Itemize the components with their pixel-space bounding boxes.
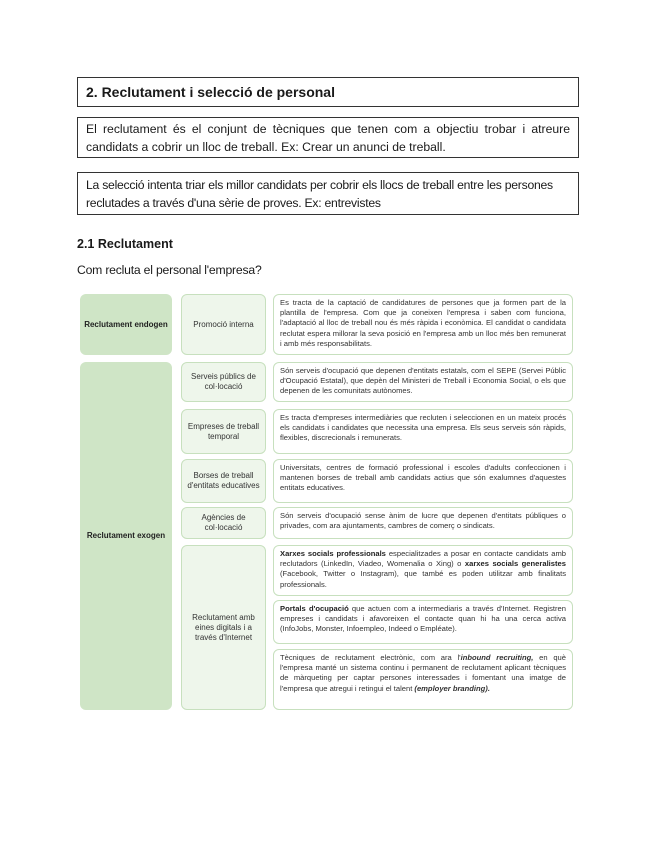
description-xarxes-text-2: (Facebook, Twitter o Instagram), que també es poden utilitzar amb finalitats professionals. — [280, 569, 566, 589]
term-xarxes-generalistes: xarxes socials generalistes — [464, 559, 566, 569]
description-xarxes — [273, 545, 573, 596]
description-tecniques-text-1: Tècniques de reclutament electrònic, com ara l' — [280, 653, 461, 662]
subcategory-serveis: Serveis públics de col·locació — [181, 362, 266, 402]
description-serveis: Són serveis d'ocupació que depenen d'entitats estatals, com el SEPE (Servei Públic d'Ocupació Estatal), que depèn del Ministeri de Treball i Economia Social, o els que depenen de les comunitats autònomes. — [273, 362, 573, 402]
description-tecniques-text-2: en què l'empresa manté un sistema continu i permanent de reclutament aplicant tècniques de màrqueting per captar persones interessades i fomentant una imatge de l'empresa que atregui i retingui el talent — [280, 653, 566, 693]
term-xarxes-professionals: Xarxes socials professionals — [280, 549, 386, 558]
description-portals — [273, 600, 573, 644]
definition-selection: La selecció intenta triar els millor candidats per cobrir els llocs de treball entre les persones reclutades a través d'una sèrie de proves. Ex: entrevistes — [77, 172, 579, 215]
category-exogen: Reclutament exogen — [80, 362, 172, 710]
description-tecniques — [273, 649, 573, 710]
description-promocio: Es tracta de la captació de candidatures de persones que ja formen part de la plantilla de l'empresa. Com que ja coneixen l'empresa i saben com funciona, l'adaptació al lloc de treball nou és més ràpida i econòmica. El candidat o candidata reclutat espera millorar la seva posició en l'empresa amb un lloc més ben remunerat i amb més responsabilitats. — [273, 294, 573, 355]
section-title-box — [77, 77, 579, 107]
term-inbound-recruiting: inbound recruiting, — [460, 653, 534, 662]
subcategory-promocio: Promoció interna — [181, 294, 266, 355]
section-title: 2. Reclutament i selecció de personal — [86, 84, 335, 100]
definition-recruitment: El reclutament és el conjunt de tècniques que tenen com a objectiu trobar i atreure candidats a cobrir un lloc de treball. Ex: Crear un anunci de treball. — [77, 117, 579, 158]
description-portals-text: que actuen com a intermediaris a través d'Internet. Registren empreses i candidats i afavoreixen el contacte quan hi ha una cerca activa (InfoJobs, Monster, Infoempleo, Indeed o Empléate). — [280, 604, 566, 634]
subcategory-digital: Reclutament amb eines digitals i a través d'Internet — [181, 545, 266, 710]
subcategory-empreses: Empreses de treball temporal — [181, 409, 266, 454]
description-empreses: Es tracta d'empreses intermediàries que recluten i seleccionen en un mateix procés els candidats i candidates que necessita una empresa. Els seus serveis són ràpids, flexibles, discrecionals i remunerats. — [273, 409, 573, 454]
description-borses: Universitats, centres de formació professional i escoles d'adults confeccionen i mantenen borses de treball amb candidats actius que són exalumnes d'aquestes entitats educatives. — [273, 459, 573, 503]
term-employer-branding: (employer branding). — [414, 683, 490, 693]
category-endogen: Reclutament endogen — [80, 294, 172, 355]
subsection-heading: 2.1 Reclutament — [77, 237, 173, 251]
subcategory-agencies: Agències de col·locació — [181, 507, 266, 539]
description-agencies: Són serveis d'ocupació sense ànim de lucre que depenen d'entitats públiques o privades, com ara ajuntaments, cambres de comerç o sindicats. — [273, 507, 573, 539]
term-portals: Portals d'ocupació — [280, 604, 349, 613]
subcategory-borses: Borses de treball d'entitats educatives — [181, 459, 266, 503]
description-xarxes-text-1: especialitzades a posar en contacte candidats amb reclutadors (LinkedIn, Viadeo, Womenalia o Xing) o — [280, 549, 566, 569]
subsection-question: Com recluta el personal l'empresa? — [77, 263, 262, 277]
